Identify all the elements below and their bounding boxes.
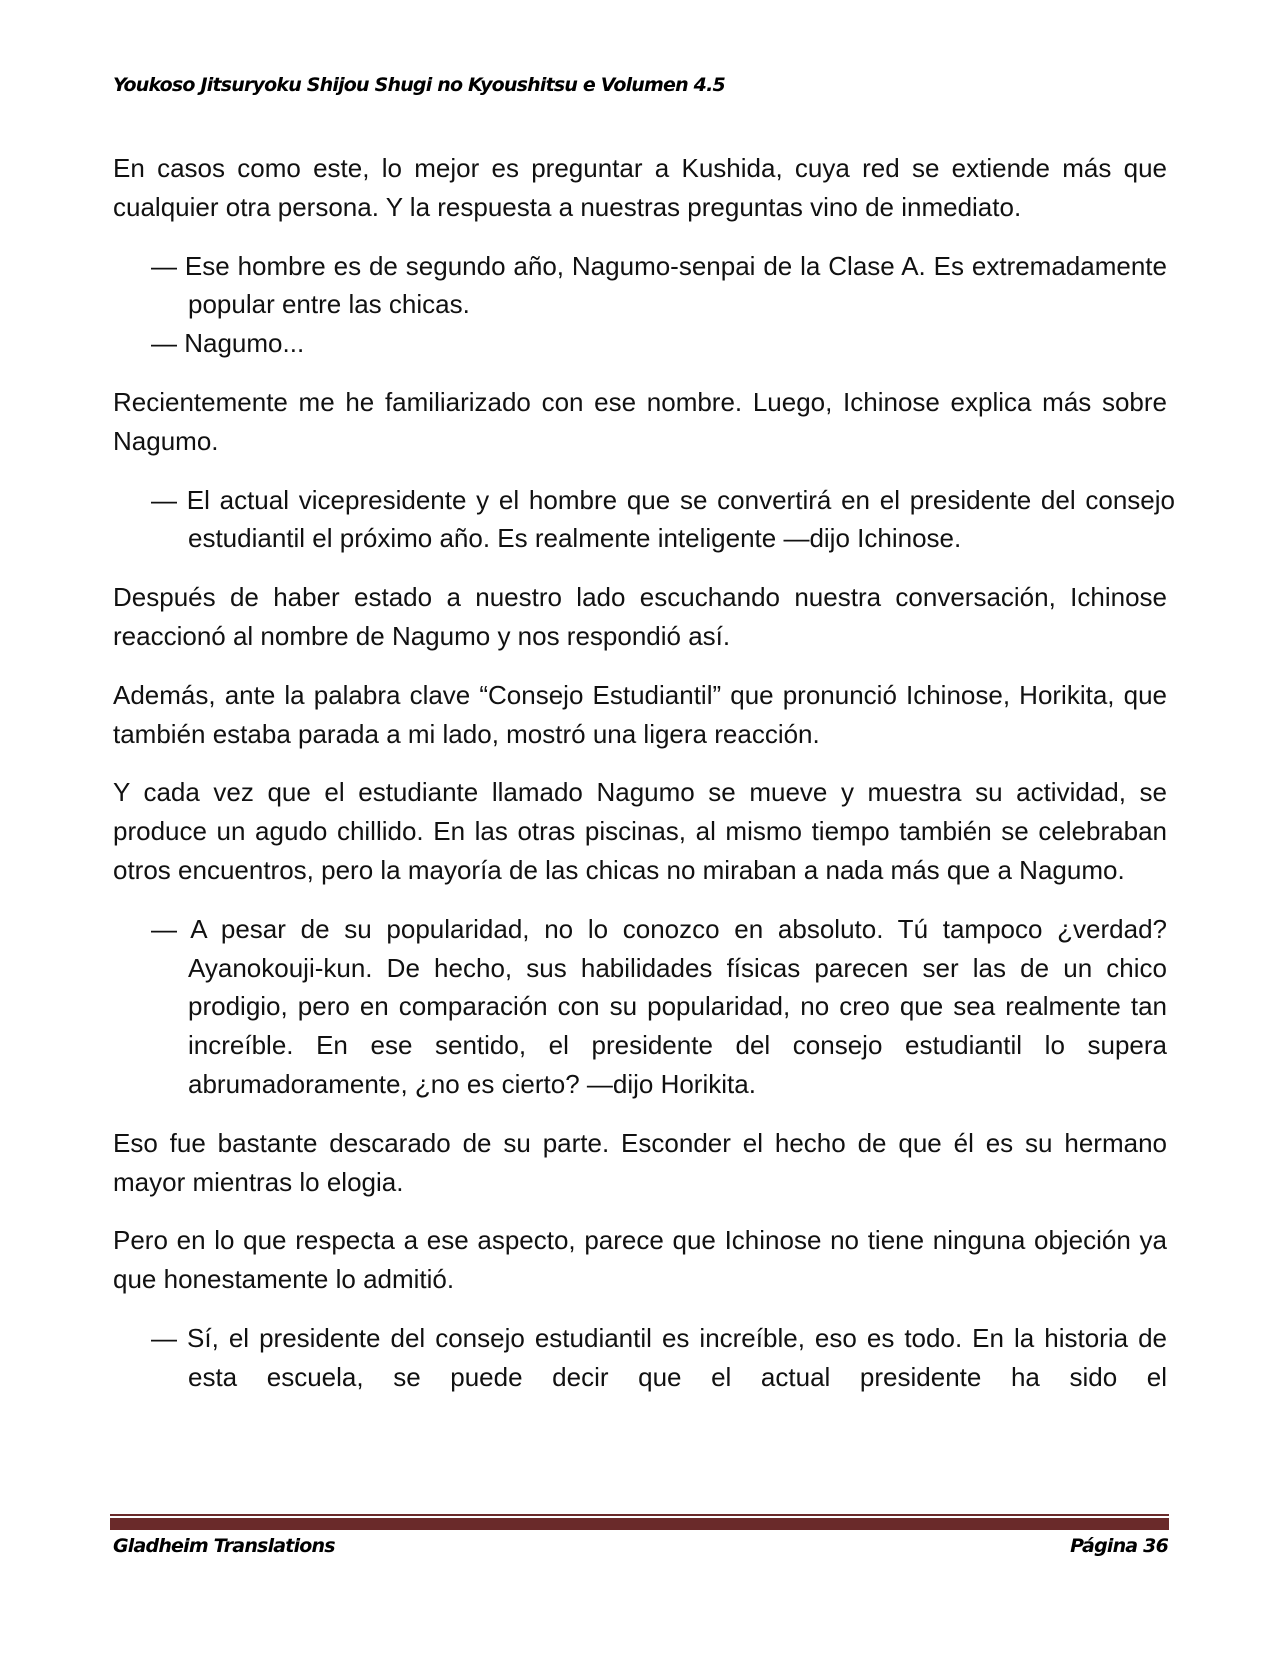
dialogue-line: — Sí, el presidente del consejo estudiantil es increíble, eso es todo. En la historia de esta escuela, se puede decir que el actual presidente ha sido el (151, 1322, 1167, 1392)
paragraph: Pero en lo que respecta a ese aspecto, parece que Ichinose no tiene ninguna objeción ya que honestamente lo admitió. (113, 1225, 1167, 1295)
dialogue-line: — A pesar de su popularidad, no lo conozco en absoluto. Tú tampoco ¿verdad? Ayanokouji-kun. De hecho, sus habilidades físicas parecen ser las de un chico prodigio, pero en comparación con su popularidad, no creo que sea realmente tan increíble. En ese sentido, el presidente del consejo estudiantil lo supera abrumadoramente, ¿no es cierto? —dijo Horikita. (151, 913, 1167, 1099)
paragraph: Además, ante la palabra clave “Consejo Estudiantil” que pronunció Ichinose, Horikita, que también estaba parada a mi lado, mostró una ligera reacción. (113, 679, 1167, 749)
dialogue-line: — El actual vicepresidente y el hombre que se convertirá en el presidente del consejo estudiantil el próximo año. Es realmente inteligente —dijo Ichinose. (151, 484, 1175, 554)
dialogue-line: — Ese hombre es de segundo año, Nagumo-senpai de la Clase A. Es extremadamente popular entre las chicas. (151, 250, 1167, 320)
paragraph: Después de haber estado a nuestro lado escuchando nuestra conversación, Ichinose reaccionó al nombre de Nagumo y nos respondió así. (113, 582, 1167, 651)
paragraph: Eso fue bastante descarado de su parte. Esconder el hecho de que él es su hermano mayor mientras lo elogia. (113, 1127, 1167, 1197)
paragraph: En casos como este, lo mejor es preguntar a Kushida, cuya red se extiende más que cualquier otra persona. Y la respuesta a nuestras preguntas vino de inmediato. (113, 153, 1167, 222)
dialogue-line: — Nagumo... (151, 328, 305, 359)
page-body (113, 149, 1175, 1397)
paragraph: Y cada vez que el estudiante llamado Nagumo se mueve y muestra su actividad, se produce un agudo chillido. En las otras piscinas, al mismo tiempo también se celebraban otros encuentros, pero la mayoría de las chicas no miraban a nada más que a Nagumo. (113, 777, 1167, 885)
running-header: Youkoso Jitsuryoku Shijou Shugi no Kyoushitsu e Volumen 4.5 (113, 74, 725, 96)
footer-translator: Gladheim Translations (113, 1535, 335, 1557)
footer-rule (110, 1516, 1169, 1528)
page-number: Página 36 (1070, 1535, 1168, 1557)
paragraph: Recientemente me he familiarizado con ese nombre. Luego, Ichinose explica más sobre Nagumo. (113, 386, 1167, 456)
